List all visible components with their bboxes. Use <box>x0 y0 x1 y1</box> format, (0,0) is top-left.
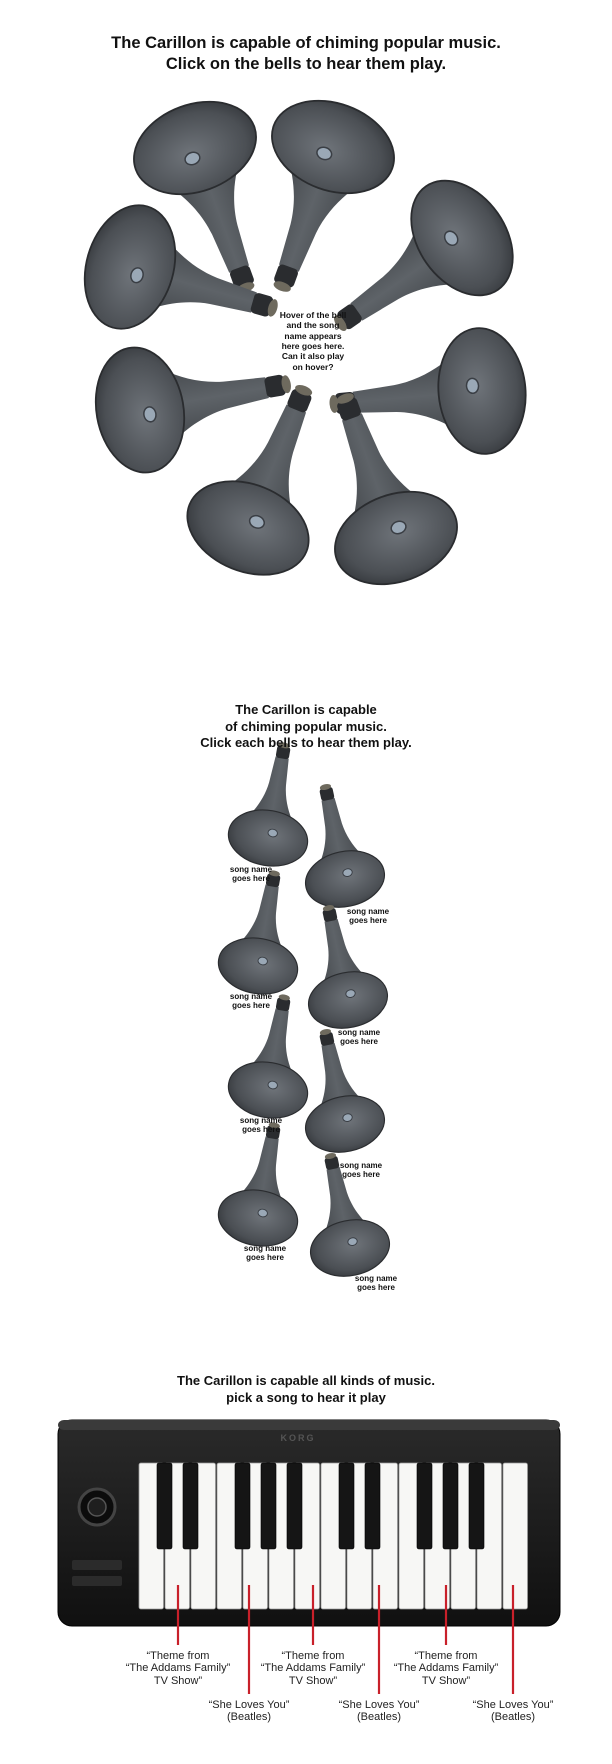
section1-heading <box>0 33 612 74</box>
heading-line: pick a song to hear it play <box>226 1389 386 1405</box>
bell-4[interactable] <box>71 194 295 369</box>
song-name-label: song name goes here <box>346 907 390 925</box>
black-key[interactable] <box>235 1463 250 1549</box>
black-key[interactable] <box>417 1463 432 1549</box>
key-song-label[interactable]: “She Loves You” (Beatles) <box>208 1699 290 1724</box>
song-name-label: song name goes here <box>239 1116 283 1134</box>
key-song-label[interactable]: “She Loves You” (Beatles) <box>338 1699 420 1724</box>
note-line: name appears <box>284 330 342 341</box>
note-line: Hover of the bell <box>279 310 347 320</box>
black-key[interactable] <box>339 1463 354 1549</box>
black-key[interactable] <box>365 1463 380 1549</box>
small-bell-1[interactable] <box>224 736 324 872</box>
heading-line: Click on the bells to hear them play. <box>165 54 447 73</box>
black-key[interactable] <box>443 1463 458 1549</box>
note-line: Can it also play <box>281 351 345 362</box>
small-bell-7[interactable] <box>214 1116 314 1252</box>
song-name-label: song name goes here <box>337 1028 381 1046</box>
key-song-label[interactable]: “She Loves You” (Beatles) <box>472 1699 554 1724</box>
song-name-label: song name goes here <box>229 865 273 883</box>
song-name-label: song name goes here <box>229 992 273 1010</box>
key-song-label[interactable]: “Theme from “The Addams Family” TV Show” <box>260 1650 366 1687</box>
black-key[interactable] <box>287 1463 302 1549</box>
heading-line: of chiming popular music. <box>225 718 387 734</box>
black-key[interactable] <box>469 1463 484 1549</box>
key-song-label[interactable]: “Theme from “The Addams Family” TV Show” <box>393 1650 499 1687</box>
black-key[interactable] <box>261 1463 276 1549</box>
black-key[interactable] <box>157 1463 172 1549</box>
small-bell-3[interactable] <box>214 864 314 1000</box>
heading-line: The Carillon is capable <box>235 702 377 717</box>
song-name-label: song name goes here <box>243 1244 287 1262</box>
note-line: and the song <box>286 320 340 331</box>
hover-instruction-note <box>270 310 356 372</box>
heading-line: Click each bells to hear them play. <box>200 735 412 751</box>
white-key[interactable] <box>503 1463 528 1609</box>
note-line: here goes here. <box>281 341 345 352</box>
keyboard-brand: KORG <box>280 1433 316 1443</box>
heading-line: The Carillon is capable all kinds of music. <box>177 1373 435 1388</box>
key-song-label[interactable]: “Theme from “The Addams Family” TV Show” <box>125 1650 231 1687</box>
note-line: on hover? <box>292 361 334 372</box>
song-name-label: song name goes here <box>339 1161 383 1179</box>
song-name-label: song name goes here <box>354 1274 398 1292</box>
section3-heading <box>0 1373 612 1407</box>
section2-heading <box>0 702 612 752</box>
black-key[interactable] <box>183 1463 198 1549</box>
heading-line: The Carillon is capable of chiming popular music. <box>111 34 501 52</box>
